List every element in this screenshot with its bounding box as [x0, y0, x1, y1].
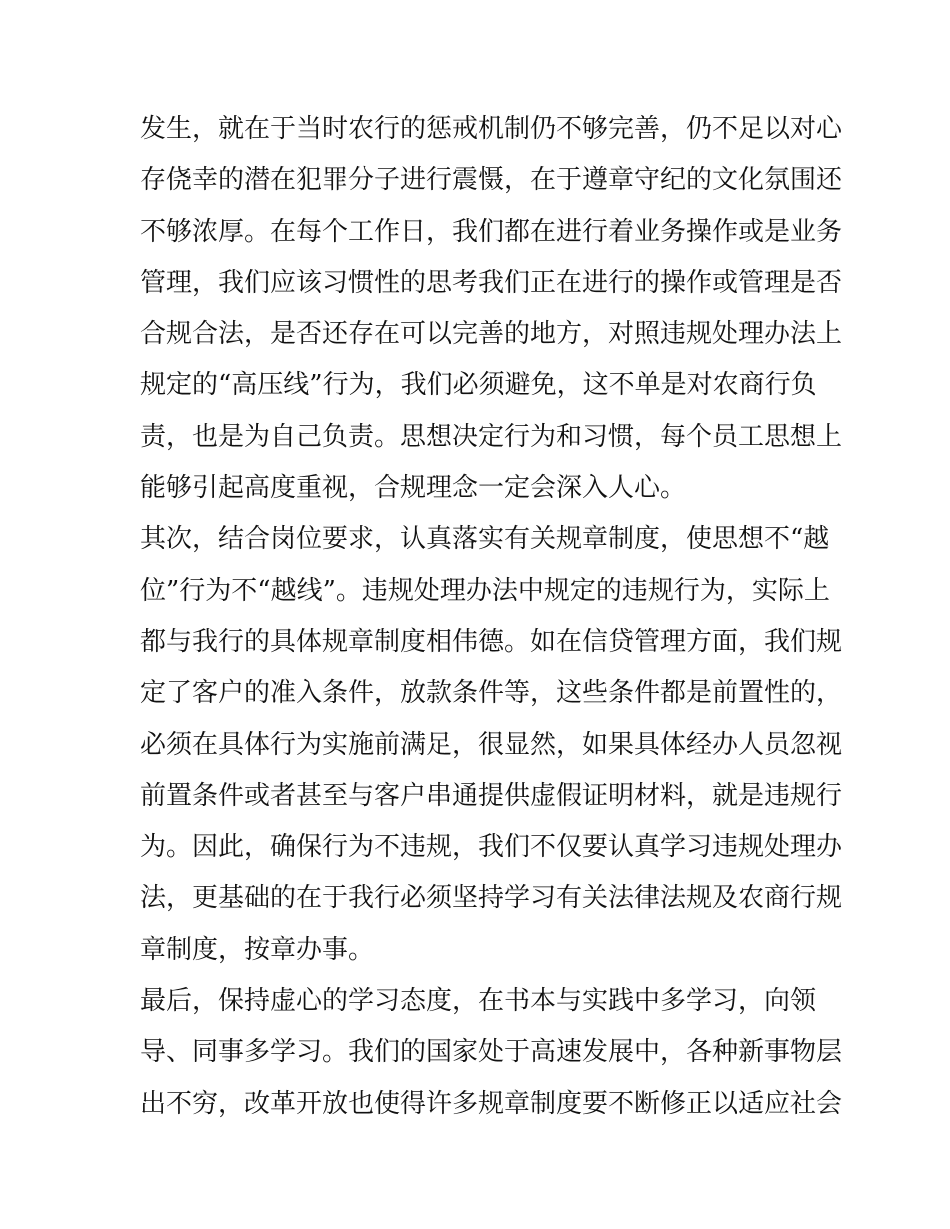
text-line: 其次，结合岗位要求，认真落实有关规章制度，使思想不“越 [140, 524, 830, 555]
text-line: 能够引起高度重视，合规理念一定会深入人心。 [140, 473, 687, 504]
text-line: 章制度，按章办事。 [140, 934, 375, 965]
text-line: 前置条件或者甚至与客户串通提供虚假证明材料，就是违规行 [140, 780, 843, 811]
text-line: 最后，保持虚心的学习态度，在书本与实践中多学习，向领 [140, 986, 817, 1017]
text-line: 管理，我们应该习惯性的思考我们正在进行的操作或管理是否 [140, 267, 843, 298]
body-text [140, 104, 843, 1130]
text-line: 存侥幸的潜在犯罪分子进行震慑，在于遵章守纪的文化氛围还 [140, 165, 843, 196]
text-line: 法，更基础的在于我行必须坚持学习有关法律法规及农商行规 [140, 883, 843, 914]
text-line: 合规合法，是否还存在可以完善的地方，对照违规处理办法上 [140, 319, 843, 350]
text-line: 导、同事多学习。我们的国家处于高速发展中，各种新事物层 [140, 1037, 843, 1068]
text-line: 定了客户的准入条件，放款条件等，这些条件都是前置性的， [140, 678, 843, 709]
text-line: 责，也是为自己负责。思想决定行为和习惯，每个员工思想上 [140, 421, 843, 452]
text-line: 位”行为不“越线”。违规处理办法中规定的违规行为，实际上 [140, 575, 830, 606]
text-line: 规定的“高压线”行为，我们必须避免，这不单是对农商行负 [140, 370, 817, 401]
text-line: 不够浓厚。在每个工作日，我们都在进行着业务操作或是业务 [140, 216, 843, 247]
text-line: 发生，就在于当时农行的惩戒机制仍不够完善，仍不足以对心 [140, 114, 843, 144]
text-line: 出不穷，改革开放也使得许多规章制度要不断修正以适应社会 [140, 1088, 843, 1119]
text-line: 为。因此，确保行为不违规，我们不仅要认真学习违规处理办 [140, 832, 843, 863]
text-line: 必须在具体行为实施前满足，很显然，如果具体经办人员忽视 [140, 729, 843, 760]
text-line: 都与我行的具体规章制度相伟德。如在信贷管理方面，我们规 [140, 626, 843, 657]
